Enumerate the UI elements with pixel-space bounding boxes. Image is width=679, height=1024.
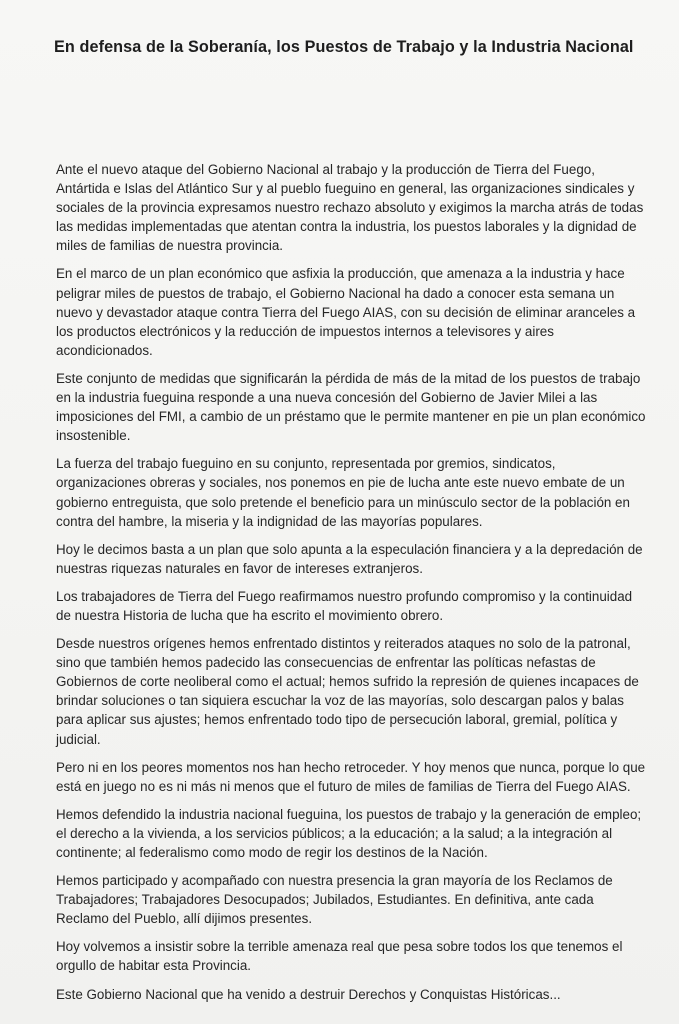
paragraph: Hoy volvemos a insistir sobre la terrible amenaza real que pesa sobre todos los que tenemos el orgullo de habitar esta Provincia. [56,939,623,974]
paragraph: Los trabajadores de Tierra del Fuego reafirmamos nuestro profundo compromiso y la continuidad de nuestra Historia de lucha que ha escrito el movimiento obrero. [56,588,633,623]
document-body [56,160,648,1013]
paragraph: La fuerza del trabajo fueguino en su conjunto, representada por gremios, sindicatos, organizaciones obreras y sociales, nos ponemos en pie de lucha ante este nuevo embate de un gobierno entreguista, que solo pretende el beneficio para un minúsculo sector de la población en contra del hambre, la miseria y la indignidad de las mayorías populares. [56,456,630,529]
paragraph: Ante el nuevo ataque del Gobierno Nacional al trabajo y la producción de Tierra del Fuego, Antártida e Islas del Atlántico Sur y al pueblo fueguino en general, las organizaciones sindicales y sociales de la provincia expresamos nuestro rechazo absoluto y exigimos la marcha atrás de todas las medidas implementadas que atentan contra la industria, los puestos laborales y la dignidad de miles de familias de nuestra provincia. [56,162,644,254]
paragraph: Este Gobierno Nacional que ha venido a destruir Derechos y Conquistas Históricas... [56,986,561,1002]
paragraph: En el marco de un plan económico que asfixia la producción, que amenaza a la industria y hace peligrar miles de puestos de trabajo, el Gobierno Nacional ha dado a conocer esta semana un nuevo y devastador ataque contra Tierra del Fuego AIAS, con su decisión de eliminar aranceles a los productos electrónicos y la reducción de impuestos internos a televisores y aires acondicionados. [56,266,636,358]
paragraph: Hemos participado y acompañado con nuestra presencia la gran mayoría de los Reclamos de Trabajadores; Trabajadores Desocupados; Jubilados, Estudiantes. En definitiva, ante cada Reclamo del Pueblo, allí dijimos presentes. [56,873,613,927]
paragraph: Este conjunto de medidas que significarán la pérdida de más de la mitad de los puestos de trabajo en la industria fueguina responde a una nueva concesión del Gobierno de Javier Milei a las imposiciones del FMI, a cambio de un préstamo que le permite mantener en pie un plan económico insostenible. [56,370,646,444]
paragraph: Hoy le decimos basta a un plan que solo apunta a la especulación financiera y a la depredación de nuestras riquezas naturales en favor de intereses extranjeros. [56,541,643,576]
paragraph: Desde nuestros orígenes hemos enfrentado distintos y reiterados ataques no solo de la patronal, sino que también hemos padecido las consecuencias de enfrentar las políticas nefastas de Gobiernos de corte neoliberal como el actual; hemos sufrido la represión de quienes incapaces de brindar soluciones o tan siquiera escuchar la voz de las mayorías, solo descargan palos y balas para aplicar sus ajustes; hemos enfrentado todo tipo de persecución laboral, gremial, política y judicial. [56,636,639,747]
document-title: En defensa de la Soberanía, los Puestos de Trabajo y la Industria Nacional [54,38,634,56]
paragraph: Hemos defendido la industria nacional fueguina, los puestos de trabajo y la generación de empleo; el derecho a la vivienda, a los servicios públicos; a la educación; a la salud; a la integración al continente; al federalismo como modo de regir los destinos de la Nación. [56,806,642,860]
paragraph: Pero ni en los peores momentos nos han hecho retroceder. Y hoy menos que nunca, porque lo que está en juego no es ni más ni menos que el futuro de miles de familias de Tierra del Fuego AIAS. [56,759,646,794]
